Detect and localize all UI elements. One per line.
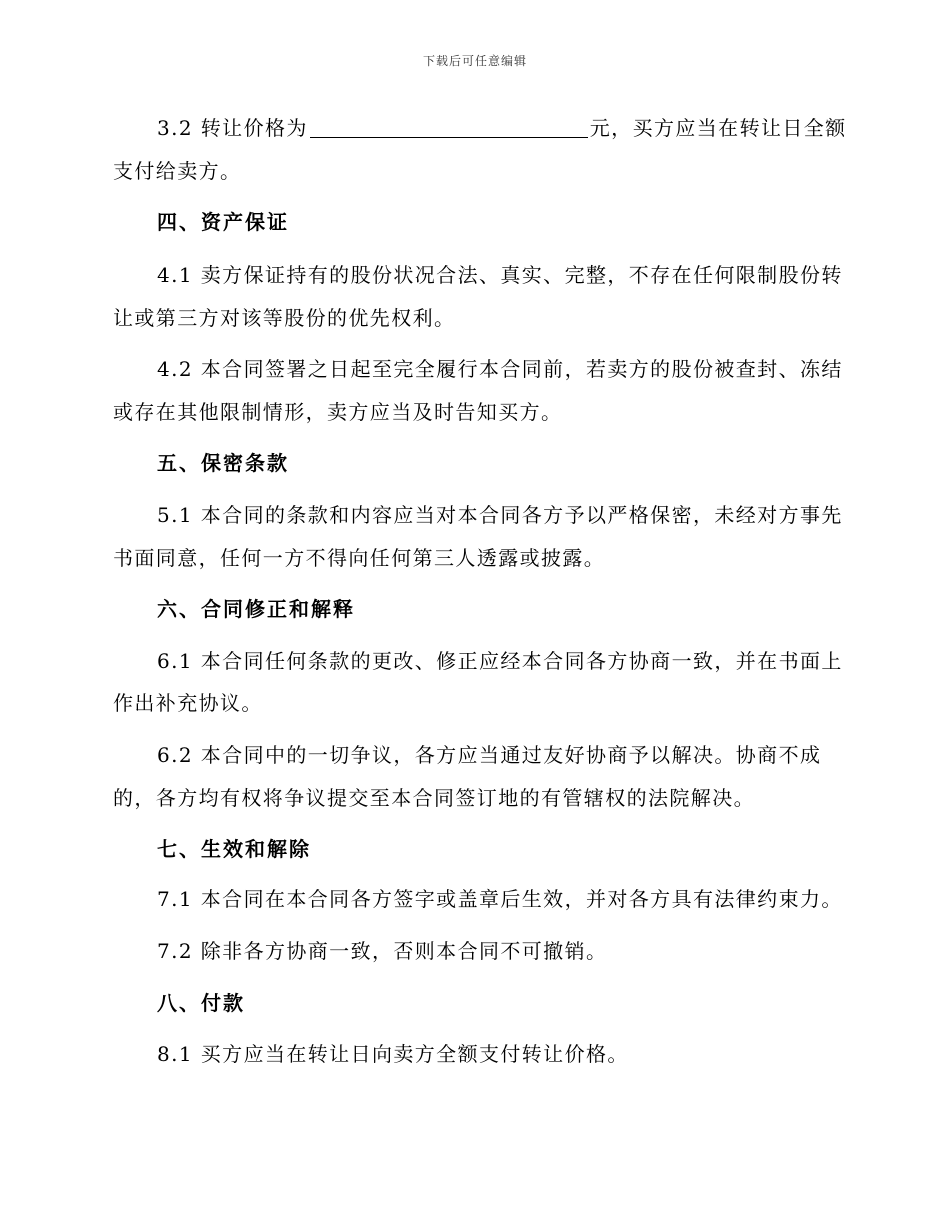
clause-3-2-line2: 支付给卖方。 — [113, 159, 242, 183]
clause-4-1-line1: 4.1 卖方保证持有的股份状况合法、真实、完整，不存在任何限制股份转 — [157, 263, 843, 287]
clause-6-1-line1: 6.1 本合同任何条款的更改、修正应经本合同各方协商一致，并在书面上 — [157, 649, 843, 673]
clause-3-2-line1 — [157, 115, 847, 141]
clause-5-1-line1: 5.1 本合同的条款和内容应当对本合同各方予以严格保密，未经对方事先 — [157, 503, 843, 527]
clause-4-1-line2: 让或第三方对该等股份的优先权利。 — [113, 306, 456, 330]
clause-3-2-prefix: 3.2 转让价格为 — [157, 116, 308, 140]
section-heading-4: 四、资产保证 — [157, 210, 289, 234]
clause-6-2-line2: 的，各方均有权将争议提交至本合同签订地的有管辖权的法院解决。 — [113, 786, 755, 810]
clause-8-1: 8.1 买方应当在转让日向卖方全额支付转让价格。 — [157, 1042, 629, 1066]
section-heading-5: 五、保密条款 — [157, 451, 289, 475]
page-header: 下载后可任意编辑 — [422, 54, 527, 68]
clause-5-1-line2: 书面同意，任何一方不得向任何第三人透露或披露。 — [113, 546, 606, 570]
clause-3-2-suffix: 元，买方应当在转让日全额 — [589, 116, 847, 140]
clause-4-2-line1: 4.2 本合同签署之日起至完全履行本合同前，若卖方的股份被查封、冻结 — [157, 357, 843, 381]
section-heading-8: 八、付款 — [157, 991, 245, 1015]
price-blank — [310, 117, 588, 138]
clause-6-2-line1: 6.2 本合同中的一切争议，各方应当通过友好协商予以解决。协商不成 — [157, 743, 822, 767]
section-heading-7: 七、生效和解除 — [157, 837, 311, 861]
clause-7-2: 7.2 除非各方协商一致，否则本合同不可撤销。 — [157, 939, 608, 963]
clause-4-2-line2: 或存在其他限制情形，卖方应当及时告知买方。 — [113, 400, 563, 424]
clause-6-1-line2: 作出补充协议。 — [113, 691, 263, 715]
section-heading-6: 六、合同修正和解释 — [157, 597, 355, 621]
clause-7-1: 7.1 本合同在本合同各方签字或盖章后生效，并对各方具有法律约束力。 — [157, 887, 843, 911]
